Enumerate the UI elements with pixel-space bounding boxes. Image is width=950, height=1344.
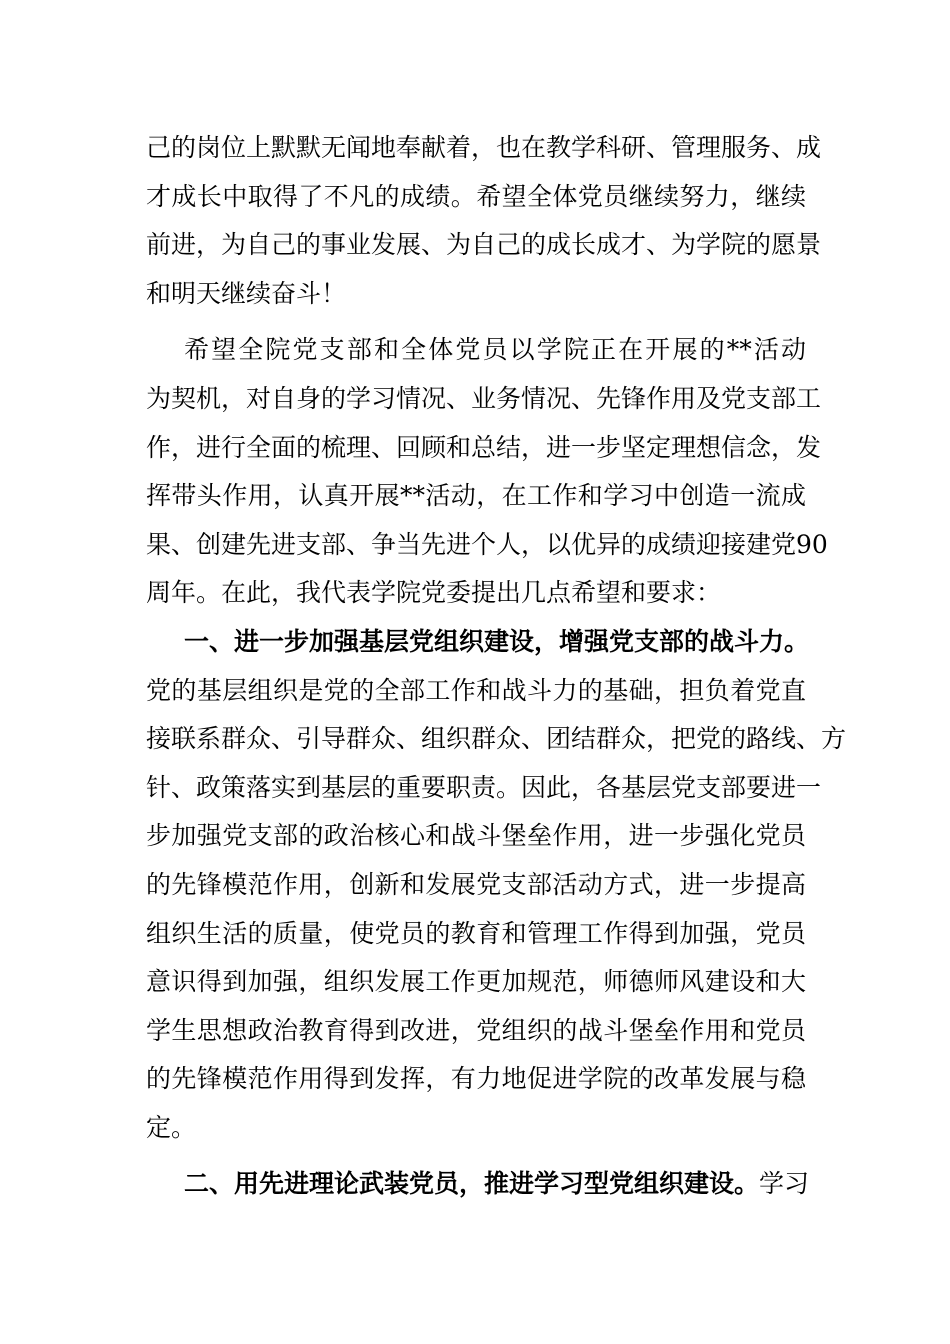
text-line: 意识得到加强，组织发展工作更加规范，师德师风建设和大 [146,967,806,997]
text-line: 定。 [146,1112,197,1142]
text-line: 和明天继续奋斗！ [146,278,347,308]
paragraph-tail: 学习 [759,1169,810,1199]
paragraph [146,1160,810,1209]
text-line: 为契机，对自身的学习情况、业务情况、先锋作用及党支部工 [146,383,822,413]
text-line: 的先锋模范作用，创新和发展党支部活动方式，进一步提高 [146,869,806,899]
text-line: 才成长中取得了不凡的成绩。希望全体党员继续努力，继续 [146,181,806,211]
document-body [146,124,847,1209]
text-line: 学生思想政治教育得到改进，党组织的战斗堡垒作用和党员 [146,1015,806,1045]
paragraph [146,618,847,1153]
text-line: 周年。在此，我代表学院党委提出几点希望和要求： [146,578,722,608]
text-line: 己的岗位上默默无闻地奉献着，也在教学科研、管理服务、成 [146,133,822,162]
section-heading: 二、用先进理论武装党员，推进学习型党组织建设。 [184,1169,760,1199]
text-line: 针、政策落实到基层的重要职责。因此，各基层党支部要进一 [146,772,822,802]
text-line: 果、创建先进支部、争当先进个人，以优异的成绩迎接建党90 [146,529,828,559]
text-line: 的先锋模范作用得到发挥，有力地促进学院的改革发展与稳 [146,1064,806,1094]
text-line: 组织生活的质量，使党员的教育和管理工作得到加强，党员 [146,918,806,948]
text-line: 接联系群众、引导群众、组织群众、团结群众，把党的路线、方 [146,724,847,754]
text-line: 党的基层组织是党的全部工作和战斗力的基础，担负着党直 [146,675,806,705]
text-line: 希望全院党支部和全体党员以学院正在开展的**活动 [184,335,806,365]
text-line: 前进，为自己的事业发展、为自己的成长成才、为学院的愿景 [146,230,822,260]
text-line: 作，进行全面的梳理、回顾和总结，进一步坚定理想信念，发 [146,432,822,462]
text-line: 挥带头作用，认真开展**活动，在工作和学习中创造一流成 [146,481,806,511]
paragraph [146,326,828,618]
paragraph [146,124,822,318]
text-line [146,1160,810,1209]
section-heading: 一、进一步加强基层党组织建设，增强党支部的战斗力。 [184,626,810,656]
text-line: 步加强党支部的政治核心和战斗堡垒作用，进一步强化党员 [146,821,806,851]
